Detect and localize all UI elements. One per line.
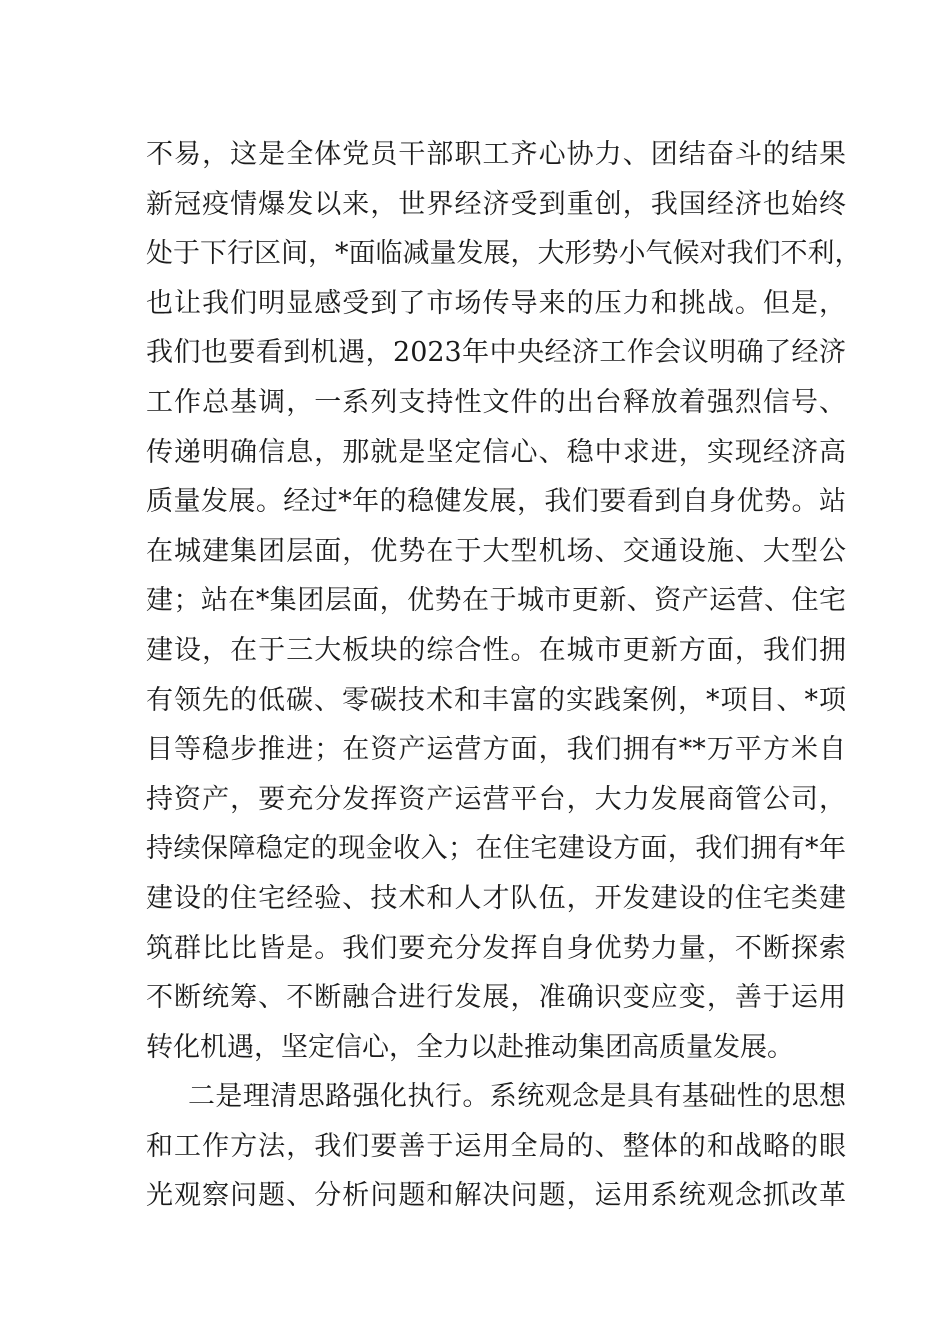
text-line: 建设，在于三大板块的综合性。在城市更新方面，我们拥 xyxy=(146,634,846,666)
text-line: 光观察问题、分析问题和解决问题，运用系统观念抓改革 xyxy=(146,1180,846,1212)
paragraph-start-line: 二是理清思路强化执行。系统观念是具有基础性的思想 xyxy=(188,1081,846,1113)
text-line: 筑群比比皆是。我们要充分发挥自身优势力量，不断探索 xyxy=(146,932,846,964)
text-line: 新冠疫情爆发以来，世界经济受到重创，我国经济也始终 xyxy=(146,188,846,220)
text-line: 传递明确信息，那就是坚定信心、稳中求进，实现经济高 xyxy=(146,436,846,468)
text-line: 工作总基调，一系列支持性文件的出台释放着强烈信号、 xyxy=(146,386,846,418)
text-line: 不断统筹、不断融合进行发展，准确识变应变，善于运用 xyxy=(146,982,846,1014)
text-line: 目等稳步推进；在资产运营方面，我们拥有**万平方米自 xyxy=(146,734,846,766)
text-line: 也让我们明显感受到了市场传导来的压力和挑战。但是， xyxy=(146,287,846,319)
text-line: 不易，这是全体党员干部职工齐心协力、团结奋斗的结果 xyxy=(146,139,846,170)
text-line: 在城建集团层面，优势在于大型机场、交通设施、大型公 xyxy=(146,535,846,567)
text-line: 有领先的低碳、零碳技术和丰富的实践案例，*项目、*项 xyxy=(146,684,846,716)
text-line: 处于下行区间，*面临减量发展，大形势小气候对我们不利， xyxy=(146,238,862,270)
text-line: 建设的住宅经验、技术和人才队伍，开发建设的住宅类建 xyxy=(146,882,846,914)
paragraph-end-line: 转化机遇，坚定信心，全力以赴推动集团高质量发展。 xyxy=(146,1031,794,1063)
text-line: 和工作方法，我们要善于运用全局的、整体的和战略的眼 xyxy=(146,1130,846,1162)
text-line: 我们也要看到机遇，2023年中央经济工作会议明确了经济 xyxy=(146,337,846,369)
text-line: 持续保障稳定的现金收入；在住宅建设方面，我们拥有*年 xyxy=(146,833,846,865)
body-text xyxy=(146,130,862,1221)
text-line: 持资产，要充分发挥资产运营平台，大力发展商管公司， xyxy=(146,783,846,815)
text-line: 建；站在*集团层面，优势在于城市更新、资产运营、住宅 xyxy=(146,585,846,617)
text-line: 质量发展。经过*年的稳健发展，我们要看到自身优势。站 xyxy=(146,486,846,518)
